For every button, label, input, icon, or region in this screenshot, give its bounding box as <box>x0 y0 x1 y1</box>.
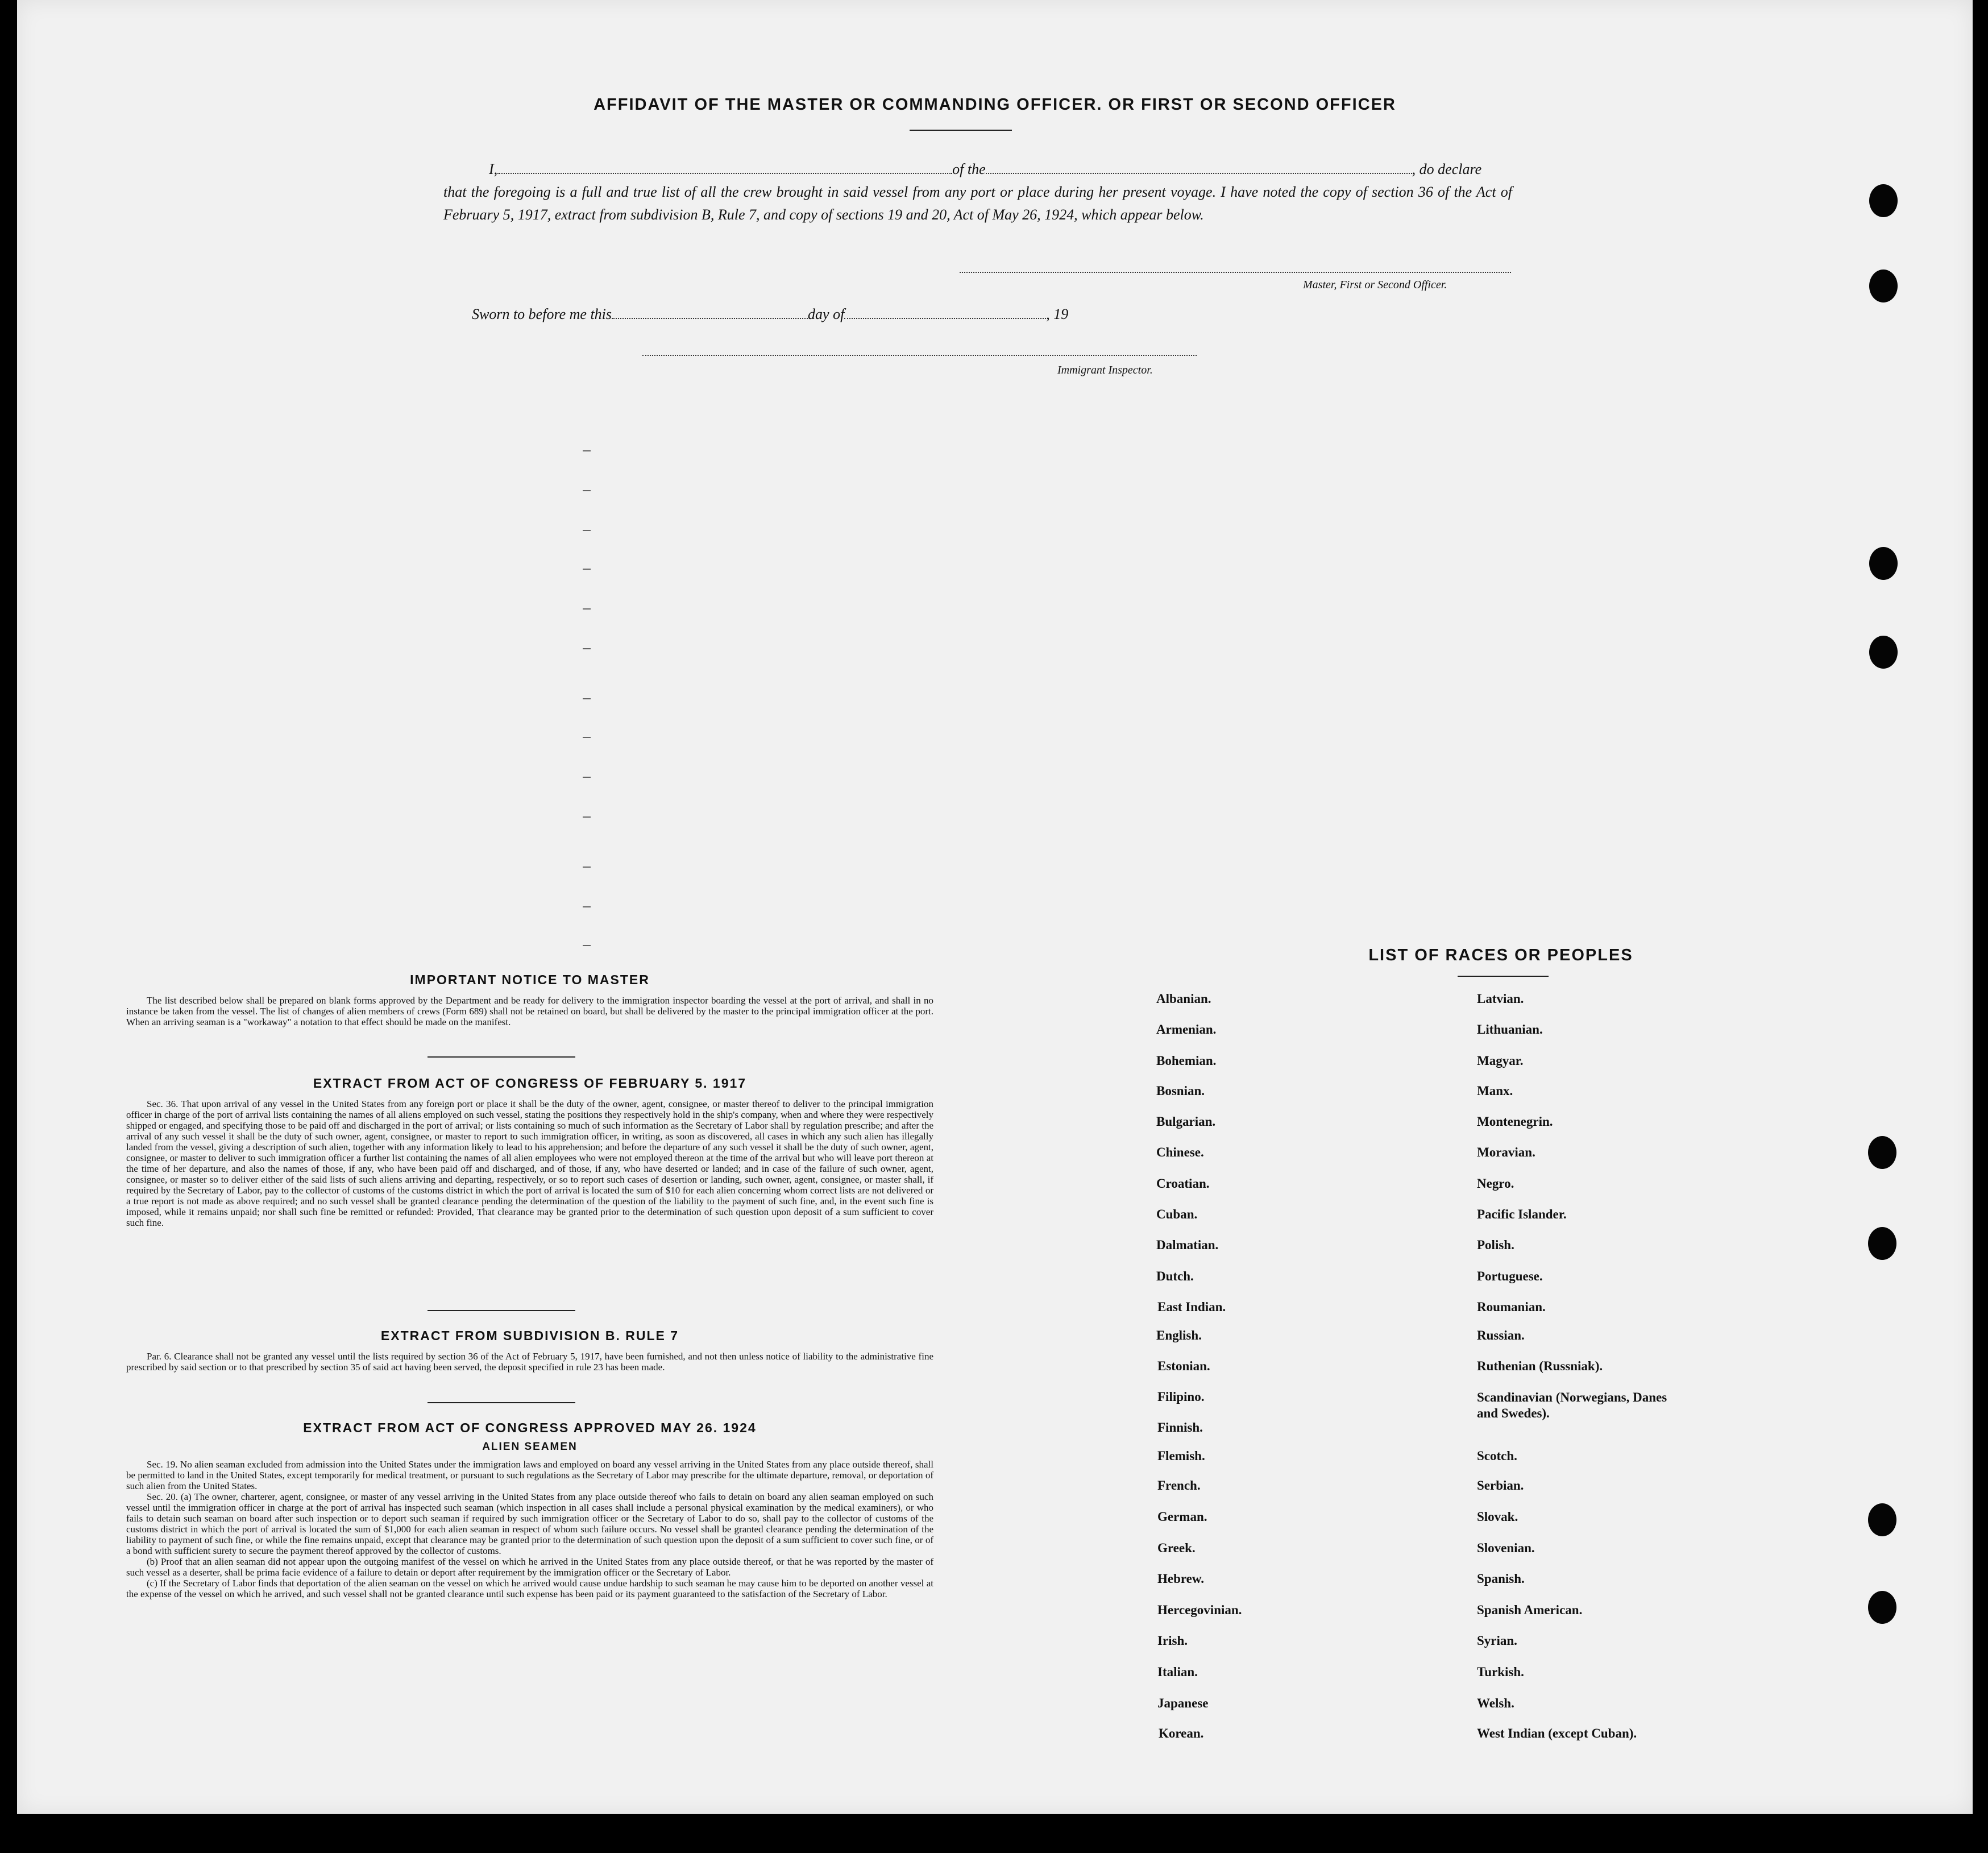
race-item: Irish. <box>1157 1634 1188 1648</box>
race-item: Negro. <box>1477 1176 1514 1191</box>
race-item: Croatian. <box>1156 1176 1210 1191</box>
race-item: Slovenian. <box>1477 1541 1535 1555</box>
race-item: English. <box>1156 1328 1202 1342</box>
bleed-mark <box>583 648 591 649</box>
sec20b-text: (b) Proof that an alien seaman did not appear upon the outgoing manifest of the vessel on which he arrived in the United States from any place outside thereof, or that he was reported by the master of such vessel as a deserter, shall be prima facie evidence of a failure to detain or deport after requirement by the immigration officer or the Secretary of Labor. <box>126 1556 933 1578</box>
of-the-label: of the <box>952 161 986 177</box>
race-item: Korean. <box>1159 1726 1204 1740</box>
race-item: Bosnian. <box>1156 1084 1205 1098</box>
race-item: Bulgarian. <box>1156 1114 1216 1129</box>
bleed-mark <box>583 906 591 907</box>
punch-hole <box>1868 1136 1896 1169</box>
inspector-signature-line[interactable] <box>642 355 1197 356</box>
race-item: East Indian. <box>1157 1300 1226 1314</box>
race-item: Serbian. <box>1477 1478 1524 1493</box>
punch-hole <box>1868 1503 1896 1536</box>
divider <box>910 130 1012 131</box>
year-label: , 19 <box>1046 306 1069 322</box>
extract-1924-body <box>126 1459 933 1599</box>
bleed-mark <box>583 530 591 531</box>
notice-title: IMPORTANT NOTICE TO MASTER <box>410 972 650 987</box>
form-page <box>17 0 1973 1814</box>
bleed-mark <box>583 816 591 818</box>
sec20c-text: (c) If the Secretary of Labor finds that deportation of the alien seaman on the vessel on which he arrived would cause undue hardship to such seaman he may cause him to be deported on another vessel at the expense of the vessel on which he arrived, and such vessel shall not be granted clearance until such expense has been paid or its payment guaranteed to the satisfaction of the Secretary of Labor. <box>126 1578 933 1599</box>
race-item: Filipino. <box>1157 1390 1205 1404</box>
bleed-mark <box>583 569 591 570</box>
race-item: Armenian. <box>1156 1022 1217 1037</box>
punch-hole <box>1869 547 1898 580</box>
day-of-label: day of <box>808 306 845 322</box>
race-item: Polish. <box>1477 1238 1514 1252</box>
race-item: Syrian. <box>1477 1634 1517 1648</box>
declaration-line <box>443 158 1512 181</box>
race-item: Turkish. <box>1477 1665 1524 1679</box>
divider <box>1458 976 1549 977</box>
notice-text: The list described below shall be prepared on blank forms approved by the Department and be ready for delivery to the immigration inspector boarding the vessel at the port of arrival, and shall in no instance be taken from the vessel. The list of changes of alien members of crews (Form 689) shall not be retained on board, but shall be delivered by the master to the principal immigration officer at the port. When an arriving seaman is a "workaway" a notation to that effect should be made on the manifest. <box>126 995 933 1027</box>
race-item: Spanish. <box>1477 1572 1525 1586</box>
bleed-mark <box>583 945 591 946</box>
race-item: Latvian. <box>1477 992 1524 1006</box>
bleed-mark <box>583 867 591 868</box>
sec20a-text: Sec. 20. (a) The owner, charterer, agent, consignee, or master of any vessel arriving in the United States from any place outside thereof who fails to detain on board any alien seaman employed on such vessel until the immigration officer in charge at the port of arrival has inspected such seaman (which inspection in all cases shall include a personal physical examination by the medical examiners), or who fails to detain such seaman on board after such inspection or to deport such seaman if required by such immigration officer or the Secretary of Labor to do so, shall pay to the collector of customs of the customs district in which the port of arrival is located the sum of $1,000 for each alien seaman in respect of whom such failure occurs. No vessel shall be granted clearance pending the determination of the liability to payment of such fine, or while the fine remains unpaid, except that clearance may be granted prior to the determination of such question upon the deposit of a sum sufficient to cover such fine, or of a bond with sufficient surety to secure the payment thereof approved by the collector of customs. <box>126 1491 933 1556</box>
race-item: Ruthenian (Russniak). <box>1477 1359 1603 1373</box>
race-item: Cuban. <box>1156 1207 1198 1221</box>
divider <box>428 1402 575 1403</box>
rule7-text: Par. 6. Clearance shall not be granted any vessel until the lists required by section 36 of the Act of February 5, 1917, have been furnished, and not then unless notice of liability to the administrative fine prescribed by said section or to that prescribed by section 35 of said act having been served, the deposit specified in rule 23 has been made. <box>126 1351 933 1373</box>
race-item: Albanian. <box>1156 992 1211 1006</box>
race-item: Manx. <box>1477 1084 1513 1098</box>
race-item: Roumanian. <box>1477 1300 1546 1314</box>
race-item: Estonian. <box>1157 1359 1210 1373</box>
inspector-signature-label: Immigrant Inspector. <box>1057 364 1153 376</box>
bleed-mark <box>583 490 591 491</box>
race-item: Chinese. <box>1156 1145 1204 1159</box>
affidavit-declaration <box>443 158 1512 226</box>
race-item: Scandinavian (Norwegians, Danes and Swedes). <box>1477 1390 1667 1420</box>
punch-hole <box>1868 1591 1896 1624</box>
race-item: West Indian (except Cuban). <box>1477 1726 1637 1740</box>
extract-1917-title: EXTRACT FROM ACT OF CONGRESS OF FEBRUARY 5. 1917 <box>313 1076 747 1091</box>
master-signature-label: Master, First or Second Officer. <box>1303 279 1447 291</box>
race-item: Slovak. <box>1477 1510 1518 1524</box>
extract-1924-subtitle: ALIEN SEAMEN <box>482 1441 578 1453</box>
race-item: Russian. <box>1477 1328 1525 1342</box>
bleed-mark <box>583 777 591 778</box>
bleed-mark <box>583 450 591 451</box>
race-item: French. <box>1157 1478 1201 1493</box>
race-item: Dalmatian. <box>1156 1238 1219 1252</box>
declaration-body: that the foregoing is a full and true list of all the crew brought in said vessel from any port or place during her present voyage. I have noted the copy of section 36 of the Act of February 5, 1917, extract from subdivision B, Rule 7, and copy of sections 19 and 20, Act of May 26, 1924, which appear below. <box>443 184 1512 223</box>
bleed-mark <box>583 698 591 699</box>
race-item: Pacific Islander. <box>1477 1207 1567 1221</box>
i-label: I, <box>489 161 498 177</box>
vessel-field[interactable] <box>986 173 1412 174</box>
race-item: Bohemian. <box>1156 1054 1217 1068</box>
race-item: Flemish. <box>1157 1449 1205 1463</box>
divider <box>428 1310 575 1311</box>
punch-hole <box>1868 1227 1896 1260</box>
race-item: Magyar. <box>1477 1054 1524 1068</box>
race-item: Japanese <box>1157 1696 1209 1710</box>
race-item: Welsh. <box>1477 1696 1514 1710</box>
race-item: Finnish. <box>1157 1420 1203 1435</box>
punch-hole <box>1869 184 1898 217</box>
sec19-text: Sec. 19. No alien seaman excluded from admission into the United States under the immigration laws and employed on board any vessel arriving in the United States from any place outside thereof, shall be permitted to land in the United States, except temporarily for medical treatment, or pursuant to such regulations as the Secretary of Labor may prescribe for the ultimate departure, removal, or deportation of such alien from the United States. <box>126 1459 933 1491</box>
name-field[interactable] <box>497 173 952 174</box>
master-signature-line[interactable] <box>960 272 1511 273</box>
race-item: Lithuanian. <box>1477 1022 1543 1037</box>
sworn-label: Sworn to before me this <box>472 306 612 322</box>
divider <box>428 1056 575 1058</box>
extract-1924-title: EXTRACT FROM ACT OF CONGRESS APPROVED MAY 26. 1924 <box>303 1420 757 1435</box>
sworn-line <box>472 306 1068 323</box>
race-item: Hercegovinian. <box>1157 1603 1242 1617</box>
extract-1917-text: Sec. 36. That upon arrival of any vessel in the United States from any foreign port or place it shall be the duty of the owner, agent, consignee, or master thereof to deliver to the principal immigration officer in charge of the port of arrival lists containing the names of all aliens employed on such vessel, stating the positions they respectively hold in the ship's company, when and where they were respectively shipped or engaged, and specifying those to be paid off and discharged in the port of arrival; or lists containing so much of such information as the Secretary of Labor shall by regulation prescribe; and after the arrival of any such vessel it shall be the duty of such owner, agent, consignee, or master to report to such immigration officer, in writing, as soon as discovered, all cases in which any such alien has illegally landed from the vessel, giving a description of such alien, together with any information likely to lead to his apprehension; and before the departure of any such vessel it shall be the duty of such owner, agent, consignee, or master to deliver to such immigration officer a further list containing the names of all alien employees who were not employed thereon at the time of the arrival but who will leave port thereon at the time of her departure, and also the names of those, if any, who have been paid off and discharged, and of those, if any, who have deserted or landed; and in case of the failure of such owner, agent, consignee, or master so to deliver either of the said lists of such aliens arriving and departing, respectively, or so to report such cases of desertion or landing, such owner, agent, consignee, or master shall, if required by the Secretary of Labor, pay to the collector of customs of the customs district in which the port of arrival is located the sum of $10 for each alien concerning whom correct lists are not delivered or a true report is not made as above required; and no such vessel shall be granted clearance pending the determination of the question of the liability to the payment of such fine, and, in the event such fine is imposed, while it remains unpaid; nor shall such fine be remitted or refunded: Provided, That clearance may be granted prior to the determination of such question upon deposit of a sum sufficient to cover such fine. <box>126 1098 933 1228</box>
race-item: Spanish American. <box>1477 1603 1583 1617</box>
race-item: Italian. <box>1157 1665 1198 1679</box>
race-item: Montenegrin. <box>1477 1114 1553 1129</box>
bleed-mark <box>583 608 591 610</box>
punch-hole <box>1869 636 1898 669</box>
sworn-month-field[interactable] <box>844 318 1046 319</box>
races-title: LIST OF RACES OR PEOPLES <box>1368 946 1633 964</box>
race-item: Hebrew. <box>1157 1572 1204 1586</box>
race-item: Scotch. <box>1477 1449 1517 1463</box>
punch-hole <box>1869 270 1898 302</box>
rule7-title: EXTRACT FROM SUBDIVISION B. RULE 7 <box>380 1328 679 1343</box>
race-item: Greek. <box>1157 1541 1196 1555</box>
race-item: Portuguese. <box>1477 1269 1543 1283</box>
affidavit-title: AFFIDAVIT OF THE MASTER OR COMMANDING OFFICER. OR FIRST OR SECOND OFFICER <box>594 96 1396 114</box>
race-item: German. <box>1157 1510 1207 1524</box>
sworn-day-field[interactable] <box>612 318 808 319</box>
bleed-mark <box>583 737 591 738</box>
race-item: Dutch. <box>1156 1269 1194 1283</box>
race-item: Moravian. <box>1477 1145 1535 1159</box>
do-declare-label: , do declare <box>1412 161 1482 177</box>
